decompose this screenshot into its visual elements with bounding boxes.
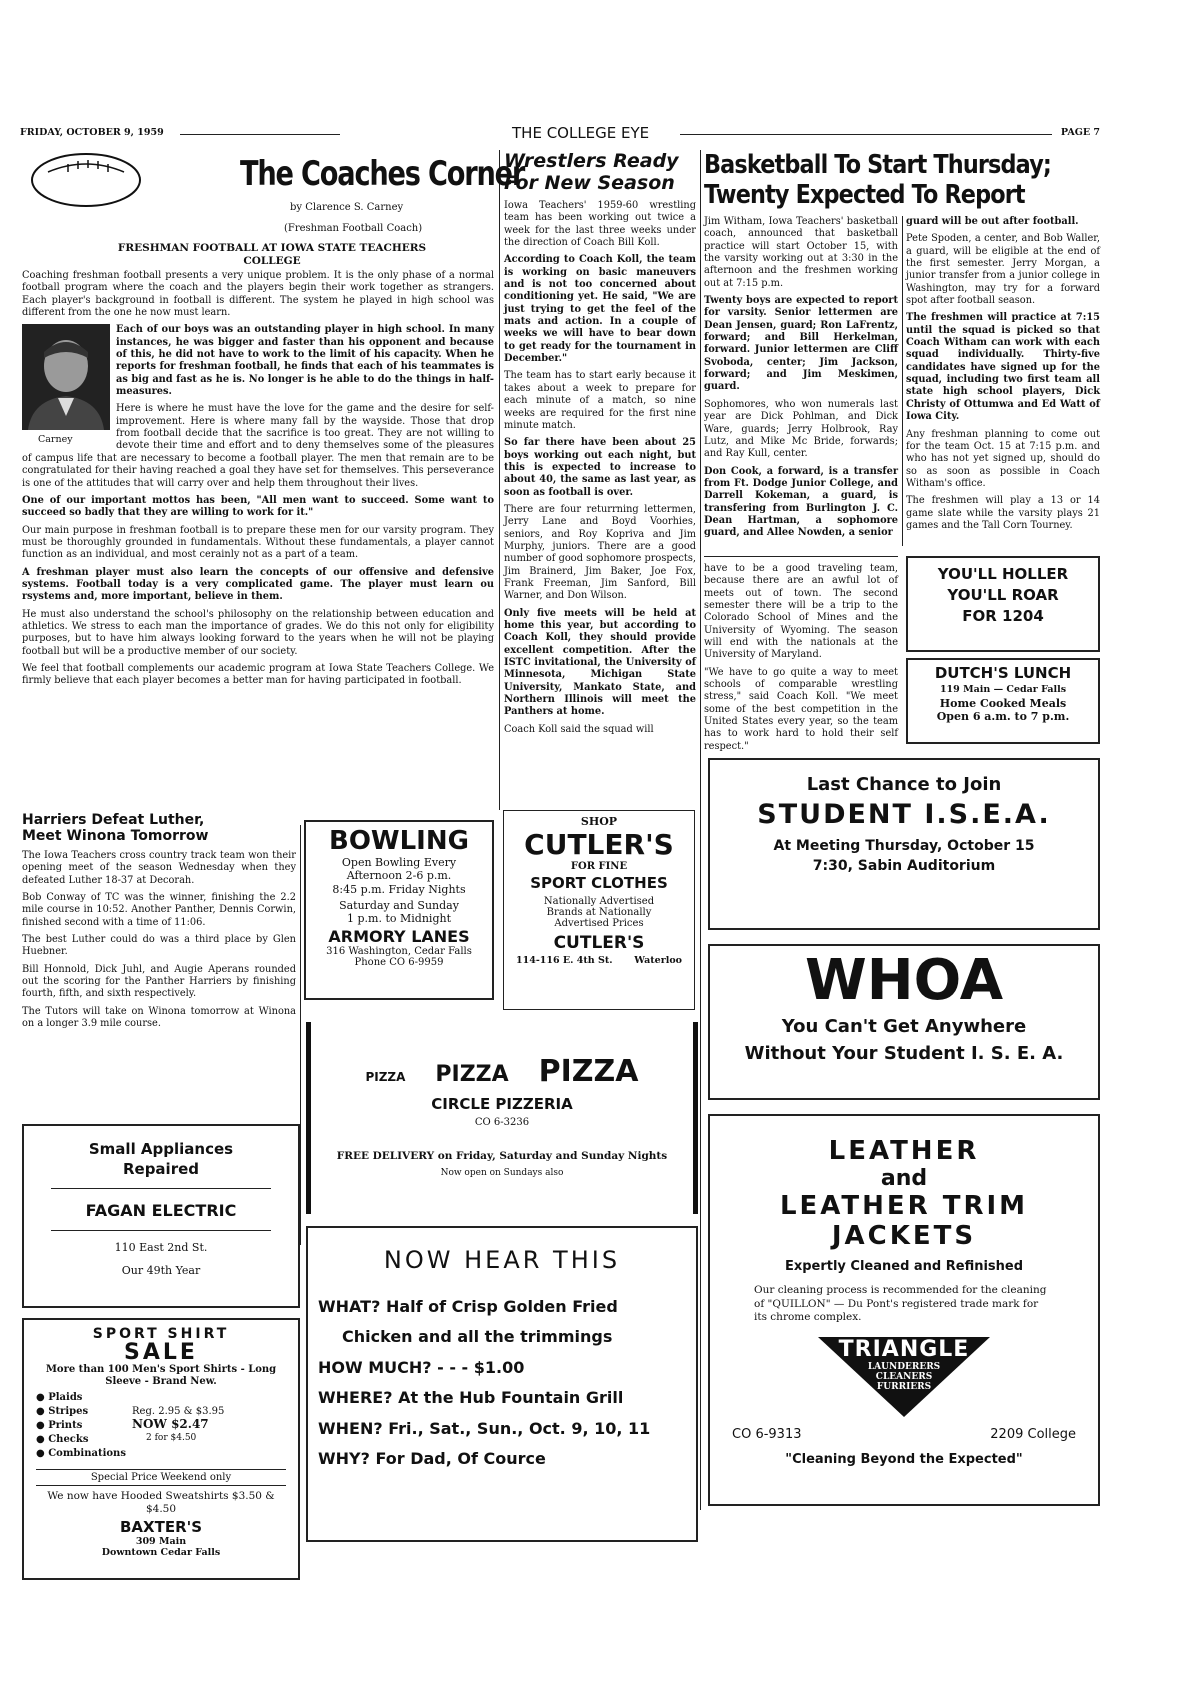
shirt-sale: SALE bbox=[124, 1340, 198, 1365]
bowling-title: BOWLING bbox=[329, 826, 469, 856]
whoa-title: WHOA bbox=[804, 948, 1004, 1013]
dutch-line: Home Cooked Meals bbox=[939, 697, 1067, 710]
cutler-line: Brands at Nationally bbox=[546, 907, 652, 918]
rule bbox=[499, 150, 500, 810]
coaches-title: The Coaches Corner bbox=[240, 154, 525, 194]
bowling-line: 1 p.m. to Midnight bbox=[347, 912, 451, 926]
basketball-title: Twenty Expected To Report bbox=[704, 180, 1025, 210]
basketball-para: Twenty boys are expected to report for varsity. Senior lettermen are Dean Jensen, guard; Ron LaFrentz, forward; and Bill Herkelman, forward. Junior lettermen are Cliff Svoboda, center; Jim Jackson, forward; and Jim Meskimen, guard. bbox=[704, 295, 898, 393]
leather-line: JACKETS bbox=[831, 1221, 977, 1251]
leather-body: Our cleaning process is recommended for the cleaning of "QUILLON" — Du Pont's registered trade mark for its chrome complex. bbox=[754, 1284, 1047, 1324]
shirt-bullet: Plaids bbox=[48, 1392, 83, 1403]
fagan-year: Our 49th Year bbox=[121, 1264, 201, 1277]
coaches-role: (Freshman Football Coach) bbox=[284, 223, 423, 234]
wrestlers-para: Coach Koll said the squad will bbox=[504, 723, 654, 735]
basketball-para: Don Cook, a forward, is a transfer from Ft. Dodge Junior College, and Darrell Kokeman, a guard, is transfering from Burlington J. C. Dean Hartman, a sophomore guard, and Allee Nowden, a senior bbox=[704, 465, 898, 539]
harriers-para: The Iowa Teachers cross country track team won their opening meet of the season Wednesday when they defeated Luther 18-37 at Decorah. bbox=[22, 850, 296, 886]
shirt-line: More than 100 Men's Sport Shirts - Long Sleeve - Brand New. bbox=[45, 1364, 277, 1387]
holler-line: YOU'LL ROAR bbox=[947, 586, 1059, 604]
fagan-name: FAGAN ELECTRIC bbox=[85, 1201, 237, 1220]
masthead-paper: THE COLLEGE EYE bbox=[512, 124, 650, 142]
coaches-para: Here is where he must have the love for the game and the desire for self-improvement. Here is where many fall by the wayside. Those that drop from football decide that the sacrifice is too great. They are not willing to devote their time and effort and to deny themselves some of the pleasures of campus life that are necessary to become a football player. The men that remain are to be congratulated for their having reached a goal they have set for themselves. This perseverance is one of the attitudes that will carry over and help them throughout their lives. bbox=[22, 403, 494, 489]
whoa-ad bbox=[708, 944, 1100, 1100]
whoa-line: You Can't Get Anywhere bbox=[781, 1015, 1027, 1037]
portrait-icon bbox=[22, 324, 110, 430]
harriers-para: The Tutors will take on Winona tomorrow at Winona on a longer 3.9 mile course. bbox=[22, 1005, 296, 1030]
bowling-name: ARMORY LANES bbox=[328, 927, 470, 947]
basketball-para: Any freshman planning to come out for the team Oct. 15 at 7:15 p.m. and who has not yet signed up, should do so as soon as possible in Coach Witham's office. bbox=[906, 428, 1100, 489]
pizza-ad bbox=[306, 1022, 698, 1214]
wrestlers-title: For New Season bbox=[504, 172, 675, 194]
hear-line: WHY? For Dad, Of Cource bbox=[318, 1448, 546, 1468]
cutler-shop: SHOP bbox=[580, 815, 618, 828]
leather-slogan: "Cleaning Beyond the Expected" bbox=[785, 1451, 1023, 1467]
logo-line: LAUNDERERS bbox=[867, 1361, 941, 1372]
masthead-page: PAGE 7 bbox=[1060, 127, 1100, 138]
basketball-para: The freshmen will practice at 7:15 until the squad is picked so that Coach Witham can work with each squad individually. Thirty-five candidates have signed up for the squad, including two first team all state high school players, Dick Christy of Ottumwa and Ed Watt of Iowa City. bbox=[906, 312, 1100, 423]
harriers-title: Meet Winona Tomorrow bbox=[22, 828, 209, 844]
cutler-line: Advertised Prices bbox=[554, 918, 644, 929]
pizza-word: PIZZA bbox=[365, 1070, 406, 1084]
shirt-special: Special Price Weekend only bbox=[90, 1472, 232, 1483]
isea-line: 7:30, Sabin Auditorium bbox=[812, 858, 996, 874]
leather-line: and bbox=[880, 1166, 928, 1191]
shirt-now: NOW $2.47 bbox=[132, 1417, 209, 1431]
isea-line: Last Chance to Join bbox=[806, 774, 1002, 795]
masthead-date: FRIDAY, OCTOBER 9, 1959 bbox=[20, 127, 164, 138]
harriers-para: The best Luther could do was a third place by Glen Huebner. bbox=[22, 934, 296, 958]
hear-line: WHEN? Fri., Sat., Sun., Oct. 9, 10, 11 bbox=[318, 1418, 651, 1438]
cutler-city: Waterloo bbox=[634, 955, 682, 966]
bowling-line: Saturday and Sunday bbox=[339, 898, 459, 912]
coaches-para: We feel that football complements our academic program at Iowa State Teachers College. We firmly believe that each player becomes a better man for having participated in football. bbox=[22, 662, 494, 687]
hear-line: WHAT? Half of Crisp Golden Fried bbox=[318, 1297, 618, 1316]
shirt-bullet: Stripes bbox=[48, 1406, 89, 1417]
cutler-for: FOR FINE bbox=[570, 861, 628, 872]
cutler-name2: CUTLER'S bbox=[553, 933, 645, 953]
coaches-para: He must also understand the school's philosophy on the relationship between education and athletics. We stress to each man the importance of grades. We do this not only for eligibility purposes, but to have him always looking forward to the years when he will not be playing football but will be a productive member of our society. bbox=[22, 608, 494, 657]
whoa-line: Without Your Student I. S. E. A. bbox=[744, 1042, 1064, 1064]
cutler-sport: SPORT CLOTHES bbox=[530, 874, 668, 892]
cutler-ad bbox=[503, 810, 695, 1010]
logo-line: CLEANERS bbox=[875, 1371, 933, 1382]
wrestlers-continued bbox=[704, 556, 898, 756]
fagan-line: Small Appliances bbox=[88, 1140, 234, 1158]
coaches-para: Each of our boys was an outstanding player in high school. In many instances, he was bigger and faster than his opponent and because of this, he did not have to work to the limit of his capacity. When he reports for freshman football, he finds that each of his teammates is as big and fast as he is. No longer is he able to do the things in half-measures. bbox=[116, 324, 494, 398]
isea-title: STUDENT I.S.E.A. bbox=[757, 799, 1051, 830]
shirt-bullet: Prints bbox=[48, 1420, 83, 1431]
cutler-addr: 114-116 E. 4th St. bbox=[516, 955, 613, 966]
leather-ad bbox=[708, 1114, 1100, 1506]
logo-line: FURRIERS bbox=[876, 1381, 932, 1392]
coaches-byline: by Clarence S. Carney bbox=[290, 202, 404, 213]
pizza-word: PIZZA bbox=[435, 1062, 509, 1087]
isea-ad bbox=[708, 758, 1100, 930]
rule bbox=[700, 150, 701, 1510]
isea-line: At Meeting Thursday, October 15 bbox=[773, 838, 1035, 854]
masthead bbox=[20, 124, 1100, 144]
hear-line: WHERE? At the Hub Fountain Grill bbox=[318, 1388, 624, 1408]
bowling-line: Afternoon 2-6 p.m. bbox=[346, 869, 452, 883]
cutler-line: Nationally Advertised bbox=[543, 896, 655, 907]
bowling-addr: 316 Washington, Cedar Falls bbox=[326, 946, 472, 958]
shirt-reg: Reg. 2.95 & $3.95 bbox=[132, 1406, 225, 1417]
harriers-para: Bill Honnold, Dick Juhl, and Augie Aperans rounded out the scoring for the Panther Harriers by finishing fourth, fifth, and sixth respectively. bbox=[22, 963, 296, 1000]
harriers-title: Harriers Defeat Luther, bbox=[22, 812, 205, 828]
basketball-para: The freshmen will play a 13 or 14 game slate while the varsity plays 21 games and the Tall Corn Tourney. bbox=[906, 495, 1100, 531]
basketball-title: Basketball To Start Thursday; bbox=[704, 150, 1051, 180]
leather-line: LEATHER bbox=[828, 1136, 980, 1166]
triangle-logo bbox=[814, 1333, 994, 1417]
basketball-para: Sophomores, who won numerals last year are Dick Pohlman, and Dick Ware, guards; Jerry Holbrook, Ray Lutz, and Mike Mc Bride, forwards; and Ray Kull, center. bbox=[704, 398, 898, 460]
hear-line: Chicken and all the trimmings bbox=[342, 1327, 613, 1347]
bowling-ad bbox=[304, 820, 494, 1000]
basketball-para: Jim Witham, Iowa Teachers' basketball coach, announced that basketball practice will start October 15, with the varsity working out at 3:30 in the afternoon and the freshmen working out at 7:15 p.m. bbox=[704, 216, 898, 289]
coaches-para: Coaching freshman football presents a very unique problem. It is the only phase of a normal football program where the coach and the players begin their work together as strangers. Each player's background in football is different. The system he played in high school was different from the one he now must learn. bbox=[22, 270, 494, 319]
carney-photo bbox=[22, 324, 110, 444]
coaches-subhead: FRESHMAN FOOTBALL AT IOWA STATE TEACHERS COLLEGE bbox=[117, 242, 427, 267]
wrestlers-para: So far there have been about 25 boys working out each night, but this is expected to increase to about 40, the same as last year, as soon as football is over. bbox=[504, 437, 696, 498]
dutch-title: DUTCH'S LUNCH bbox=[934, 664, 1072, 682]
harriers-article bbox=[22, 812, 296, 1114]
holler-line: YOU'LL HOLLER bbox=[937, 565, 1069, 583]
shirt-bullet: Combinations bbox=[48, 1448, 126, 1459]
leather-phone: CO 6-9313 bbox=[732, 1426, 802, 1442]
dutch-addr: 119 Main — Cedar Falls bbox=[939, 684, 1067, 695]
logo-word: TRIANGLE bbox=[838, 1336, 970, 1362]
dutch-ad bbox=[906, 658, 1100, 744]
fagan-ad bbox=[22, 1124, 300, 1308]
bowling-line: Open Bowling Every bbox=[341, 856, 457, 869]
rule bbox=[300, 825, 301, 1245]
coaches-corner bbox=[22, 150, 525, 805]
wrestlers-para: "We have to go quite a way to meet schools of comparable wrestling stress," said Coach Koll. "We meet some of the best competition in the United States every year, so the team has to work hard to hold their self respect." bbox=[704, 666, 898, 752]
wrestlers-para: have to be a good traveling team, because there are an awful lot of meets out of town. The second semester there will be a trip to the Colorado School of Mines and the University of Wyoming. The season will end with the nationals at the University of Maryland. bbox=[704, 563, 898, 661]
leather-line: Expertly Cleaned and Refinished bbox=[784, 1259, 1024, 1274]
wrestlers-article bbox=[504, 150, 696, 805]
shirt-bullet: Checks bbox=[48, 1434, 89, 1445]
shirt-title: SPORT SHIRT bbox=[92, 1326, 230, 1342]
pizza-word: PIZZA bbox=[538, 1054, 639, 1089]
shirt-ad: SPORT SHIRT SALE More than 100 Men's Sport Shirts - Long Sleeve - Brand New. ● Plaids ● Stripes Reg. 2.95 & $3.95 ● Prints NOW $2.47 ● Checks 2 for $4.50 ● Combinations Special Price Weekend only We now have Hooded Sweatshirts $3.50 & $4.50 BAXTER'S 309 Main Downtown Cedar Falls bbox=[22, 1318, 300, 1580]
hear-ad bbox=[306, 1226, 698, 1542]
photo-caption: Carney bbox=[38, 434, 73, 446]
coaches-para: A freshman player must also learn the concepts of our offensive and defensive systems. Football today is a very complicated game. The player must learn ou rsystems and, more important, believe in them. bbox=[22, 566, 494, 603]
hear-line: HOW MUCH? - - - $1.00 bbox=[318, 1357, 525, 1377]
shirt-name: BAXTER'S bbox=[119, 1518, 203, 1537]
dutch-line: Open 6 a.m. to 7 p.m. bbox=[936, 710, 1070, 723]
pizza-phone: CO 6-3236 bbox=[474, 1117, 530, 1128]
pizza-line: Now open on Sundays also bbox=[440, 1168, 564, 1178]
wrestlers-para: The team has to start early because it takes about a week to prepare for each minute of a match, so nine weeks are required for the first nine minute match. bbox=[504, 370, 696, 431]
football-icon bbox=[28, 150, 146, 210]
holler-line: FOR 1204 bbox=[962, 607, 1044, 625]
basketball-para: guard will be out after football. bbox=[906, 216, 1079, 227]
wrestlers-para: There are four returrning lettermen, Jerry Lane and Boyd Voorhies, seniors, and Roy Kopriva and Jim Murphy, juniors. There are a good number of good sophomore prospects, Jim Brainerd, Jim Baker, Joe Fox, Frank Freeman, Jim Sanford, Bill Warner, and Don Wilson. bbox=[504, 503, 696, 602]
wrestlers-para: According to Coach Koll, the team is working on basic maneuvers and is not too concerned about conditioning yet. He said, "We are just trying to get the feel of the mats and action. In a couple of weeks we will have to bear down to get ready for the tournament in December." bbox=[504, 254, 696, 365]
wrestlers-para: Only five meets will be held at home this year, but according to Coach Koll, they should provide excellent competition. After the ISTC invitational, the University of Minnesota, Michigan State University, Mankato State, and Northern Illinois will meet the Panthers at home. bbox=[504, 607, 696, 718]
holler-ad bbox=[906, 556, 1100, 652]
fagan-addr: 110 East 2nd St. bbox=[114, 1241, 208, 1254]
pizza-line: FREE DELIVERY on Friday, Saturday and Sunday Nights bbox=[336, 1150, 668, 1162]
leather-addr: 2209 College bbox=[990, 1426, 1076, 1442]
leather-line: LEATHER TRIM bbox=[779, 1191, 1029, 1221]
shirt-city: Downtown Cedar Falls bbox=[101, 1547, 221, 1559]
harriers-para: Bob Conway of TC was the winner, finishing the 2.2 mile course in 10:52. Another Panther, Dennis Corwin, finished second with a time of 11:06. bbox=[22, 892, 296, 928]
wrestlers-title: Wrestlers Ready bbox=[504, 150, 679, 172]
basketball-para: Pete Spoden, a center, and Bob Waller, a guard, will be eligible at the end of the first semester. Jerry Morgan, a junior transfer from a junior college in Washington, may try for a forward spot after football season. bbox=[906, 233, 1100, 307]
shirt-line: We now have Hooded Sweatshirts $3.50 & $4.50 bbox=[47, 1490, 275, 1516]
coaches-para: One of our important mottos has been, "All men want to succeed. Some want to succeed so badly that they are willing to work for it." bbox=[22, 494, 494, 519]
bowling-line: 8:45 p.m. Friday Nights bbox=[332, 883, 466, 897]
shirt-addr: 309 Main bbox=[135, 1536, 187, 1548]
hear-title: NOW HEAR THIS bbox=[383, 1246, 621, 1274]
fagan-line: Repaired bbox=[122, 1160, 200, 1178]
pizza-name: CIRCLE PIZZERIA bbox=[431, 1095, 573, 1113]
shirt-two: 2 for $4.50 bbox=[146, 1433, 197, 1443]
coaches-para: Our main purpose in freshman football is to prepare these men for our varsity program. They must be thoroughly grounded in fundamentals. Without these fundamentals, a player cannot function as an individual, and most cerainly not as a part of a team. bbox=[22, 524, 494, 561]
wrestlers-para: Iowa Teachers' 1959-60 wrestling team has been working out twice a week for the last three weeks under the direction of Coach Bill Koll. bbox=[504, 200, 696, 249]
bowling-phone: Phone CO 6-9959 bbox=[354, 957, 444, 969]
cutler-name: CUTLER'S bbox=[524, 828, 674, 861]
